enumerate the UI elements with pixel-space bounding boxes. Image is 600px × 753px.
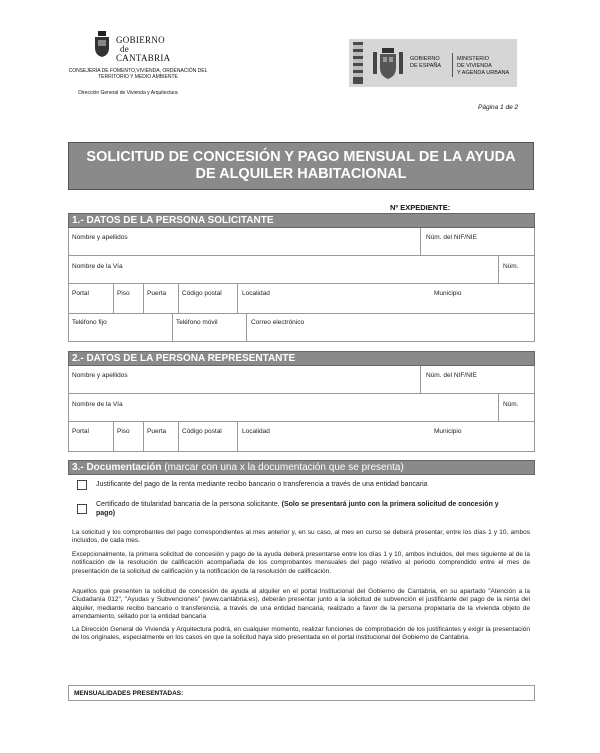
s1-localidad-field[interactable]: Localidad: [237, 284, 433, 313]
paragraph-2: Excepcionalmente, la primera solicitud de concesión y pago de la ayuda deberá presentarse entre los días 1 y 10, ambos incluidos, del mes siguiente al de la notificación de la resolución de calificación acompañada de los comprobantes mensuales del pago relativo al periodo comprendido entre el mes de presentación de la solicitud de calificación y la notificación de la resolución de calificación.: [72, 551, 530, 575]
check-certificado-note: (Solo se presentará junto con la primera solicitud de concesión y pago): [96, 501, 499, 517]
s1-row-contacto: [68, 314, 535, 342]
ministerio-divider: [452, 53, 453, 77]
s1-puerta-field[interactable]: Puerta: [143, 284, 179, 313]
s1-nombre-field[interactable]: Nombre y apellidos: [72, 234, 128, 241]
ministerio-side-bar: [353, 42, 363, 84]
s1-num-field[interactable]: Núm.: [498, 256, 534, 283]
s1-tel-fijo-field[interactable]: Teléfono fijo: [72, 319, 107, 326]
s1-row-direccion: [68, 284, 535, 314]
s1-tel-movil-field[interactable]: Teléfono móvil: [172, 314, 247, 341]
consejeria-label: CONSEJERÍA DE FOMENTO,VIVIENDA, ORDENACIÓN DEL TERRITORIO Y MEDIO AMBIENTE: [68, 68, 208, 80]
s1-portal-field[interactable]: Portal: [72, 290, 89, 297]
s2-row-nombre: [68, 366, 535, 394]
s2-row-direccion: [68, 422, 535, 452]
s2-nombre-field[interactable]: Nombre y apellidos: [72, 372, 128, 379]
direccion-general-label: Dirección General de Vivienda y Arquitectura: [78, 90, 178, 96]
cantabria-crest-logo: [93, 31, 111, 57]
gobierno-espana-text: GOBIERNO DE ESPAÑA: [410, 56, 442, 69]
section1-header: 1.- DATOS DE LA PERSONA SOLICITANTE: [68, 213, 535, 228]
ministerio-name-text: MINISTERIO DE VIVIENDA Y AGENDA URBANA: [457, 56, 510, 76]
s1-cp-field[interactable]: Código postal: [178, 284, 238, 313]
s1-piso-field[interactable]: Piso: [113, 284, 144, 313]
paragraph-1: La solicitud y los comprobantes del pago correspondientes al mes anterior y, en su caso, al mes en curso se deberá presentar, entre los días 1 y 10, ambos incluidos, de cada mes.: [72, 529, 530, 545]
s2-piso-field[interactable]: Piso: [113, 422, 144, 451]
s2-municipio-field[interactable]: Municipio: [434, 428, 462, 435]
s1-row-via: [68, 256, 535, 284]
expediente-label: Nº EXPEDIENTE:: [390, 203, 451, 212]
paragraph-4: La Dirección General de Vivienda y Arquitectura podrá, en cualquier momento, realizar funciones de comprobación de los justificantes y exigir la presentación de los originales, especialmente en los casos en que la solicitud haya sido presentada en el portal institucional del Gobierno de Cantabria.: [72, 626, 530, 642]
check-justificante[interactable]: [77, 480, 87, 490]
s1-via-field[interactable]: Nombre de la Vía: [72, 263, 123, 270]
check-justificante-label: Justificante del pago de la renta mediante recibo bancario o transferencia a través de una entidad bancaria: [96, 481, 428, 488]
s1-municipio-field[interactable]: Municipio: [434, 290, 462, 297]
s2-cp-field[interactable]: Código postal: [178, 422, 238, 451]
s2-row-via: [68, 394, 535, 422]
s2-num-field[interactable]: Núm.: [498, 394, 534, 421]
s1-nif-field[interactable]: Núm. del NIF/NIE: [420, 228, 534, 255]
s2-localidad-field[interactable]: Localidad: [237, 422, 433, 451]
section3-header: [68, 460, 535, 475]
mensualidades-field[interactable]: [68, 685, 535, 701]
s2-puerta-field[interactable]: Puerta: [143, 422, 179, 451]
check-certificado[interactable]: [77, 504, 87, 514]
check-certificado-label: Certificado de titularidad bancaria de la persona solicitante. (Solo se presentará junto con la primera solicitud de concesión y pago): [96, 501, 499, 517]
form-title: SOLICITUD DE CONCESIÓN Y PAGO MENSUAL DE LA AYUDA DE ALQUILER HABITACIONAL: [68, 142, 534, 190]
mensualidades-label: MENSUALIDADES PRESENTADAS:: [74, 690, 184, 697]
s2-via-field[interactable]: Nombre de la Vía: [72, 401, 123, 408]
s2-portal-field[interactable]: Portal: [72, 428, 89, 435]
section3-title-note: (marcar con una x la documentación que se presenta): [164, 462, 404, 473]
section2-header: 2.- DATOS DE LA PERSONA REPRESENTANTE: [68, 351, 535, 366]
s1-row-nombre: [68, 228, 535, 256]
page-number: Página 1 de 2: [478, 104, 519, 111]
s1-email-field[interactable]: Correo electrónico: [246, 314, 534, 341]
paragraph-3: Aquellos que presenten la solicitud de concesión de ayuda al alquiler en el portal Institucional del Gobierno de Cantabria, en su apartado "Atención a la Ciudadanía 012", "Ayudas y Subvenciones" (www.cantabria.es), deberán presentar junto a la solicitud de subvención el justificante del pago de la renta del alquiler, mediante recibo bancario o transferencia, a través de una entidad bancaria, realizado a favor de la persona propietaria de la vivienda objeto de arrendamiento, sellado por la entidad bancaria: [72, 588, 530, 620]
s2-nif-field[interactable]: Núm. del NIF/NIE: [420, 366, 534, 393]
gobierno-cantabria-text: GOBIERNO de CANTABRIA: [116, 35, 171, 63]
section3-title: 3.- Documentación: [72, 462, 162, 473]
spain-shield-icon: [373, 48, 403, 80]
